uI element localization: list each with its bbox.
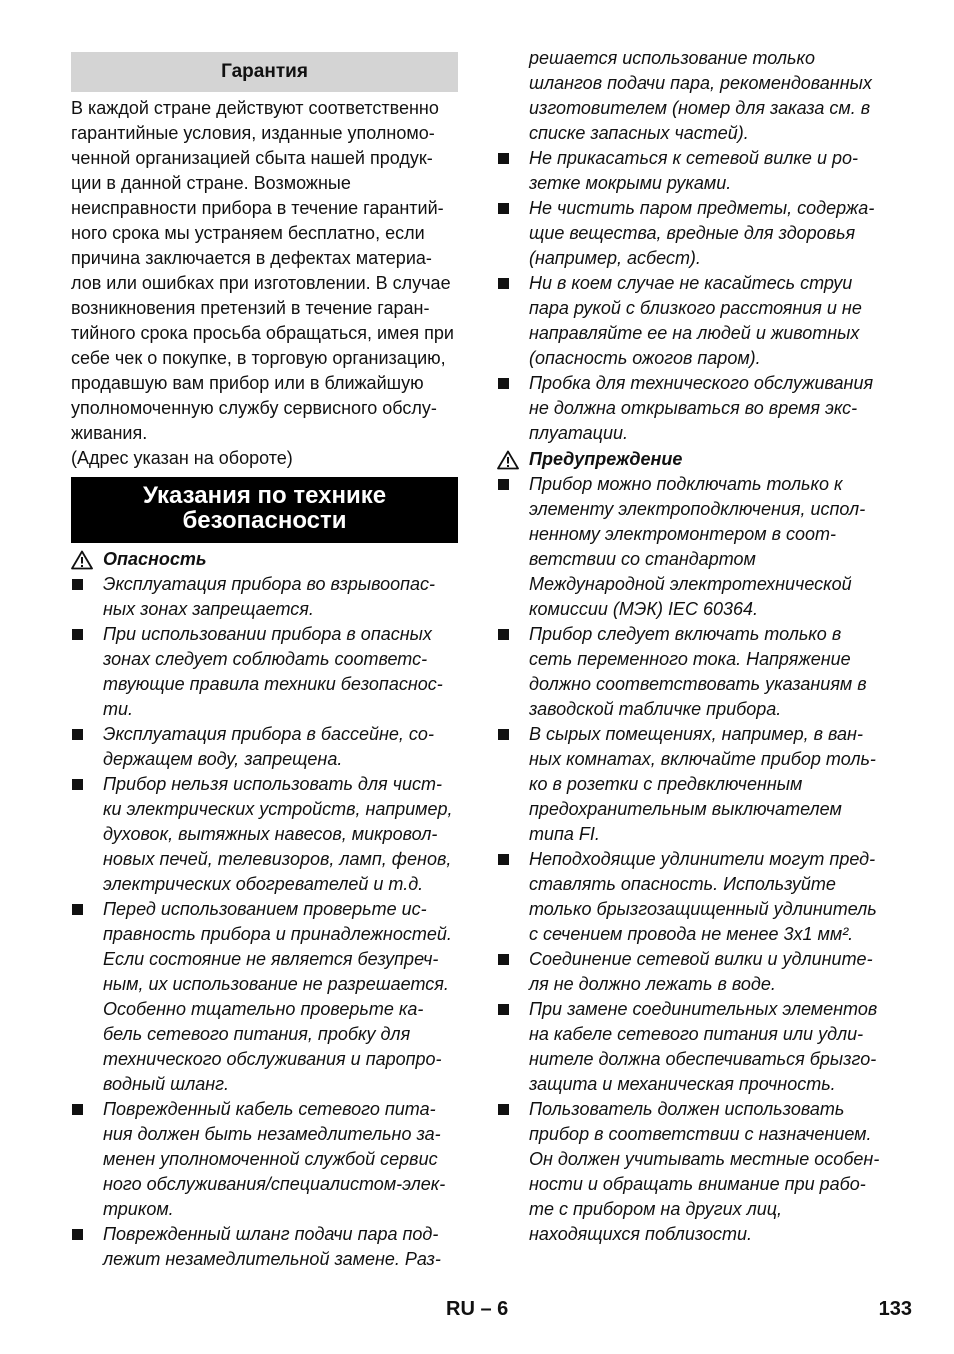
left-column xyxy=(71,52,458,1272)
bullet-square-icon xyxy=(498,954,509,965)
text-line: ных зонах запрещается. xyxy=(103,599,314,619)
safety-heading xyxy=(71,477,458,543)
text-line: уполномоченную службу сервисного обслу- xyxy=(71,398,437,418)
text-line: пара рукой с близкого расстояния и не xyxy=(529,298,862,318)
text-line: предохранительным выключателем xyxy=(529,799,842,819)
text-line: Ни в коем случае не касайтесь струи xyxy=(529,273,853,293)
bullet-square-icon xyxy=(498,1104,509,1115)
text-line: ветствии со стандартом xyxy=(529,549,756,569)
text-line: Эксплуатация прибора в бассейне, со- xyxy=(103,724,434,744)
text-line: ченной организацией сбыта нашей продук- xyxy=(71,148,433,168)
bullet-square-icon xyxy=(498,729,509,740)
text-line: духовок, вытяжных навесов, микровол- xyxy=(103,824,438,844)
text-line: В сырых помещениях, например, в ван- xyxy=(529,724,863,744)
text-line: направляйте ее на людей и животных xyxy=(529,323,860,343)
text-line: прибор в соответствии с назначением. xyxy=(529,1124,872,1144)
text-line: В каждой стране действуют соответственно xyxy=(71,98,439,118)
bullet-square-icon xyxy=(72,1229,83,1240)
text-line: технического обслуживания и паропро- xyxy=(103,1049,442,1069)
text-line: должно соответствовать указаниям в xyxy=(529,674,867,694)
safety-heading-line1: Указания по технике xyxy=(142,482,387,509)
text-line: неисправности прибора в течение гарантий- xyxy=(71,198,444,218)
bullet-square-icon xyxy=(498,378,509,389)
text-line: возникновения претензий в течение гаран- xyxy=(71,298,430,318)
warning-label: Предупреждение xyxy=(529,449,683,469)
text-line: Пользователь должен использовать xyxy=(529,1099,845,1119)
text-line: только брызгозащищенный удлинитель xyxy=(529,899,877,919)
text-line: Прибор следует включать только в xyxy=(529,624,842,644)
text-line: списке запасных частей). xyxy=(529,123,749,143)
list-item xyxy=(497,146,897,196)
text-line: Эксплуатация прибора во взрывоопас- xyxy=(103,574,436,594)
text-line: ных комнатах, включайте прибор толь- xyxy=(529,749,876,769)
text-line: тийного срока просьба обращаться, имея при xyxy=(71,323,454,343)
list-item xyxy=(497,622,897,722)
list-item xyxy=(71,897,458,1097)
bullet-square-icon xyxy=(498,1004,509,1015)
text-line: Если состояние не является безупреч- xyxy=(103,949,439,969)
text-line: При использовании прибора в опасных xyxy=(103,624,432,644)
warning-triangle-icon xyxy=(497,450,519,470)
danger-heading xyxy=(71,547,458,572)
text-line: правность прибора и принадлежностей. xyxy=(103,924,452,944)
text-line: Соединение сетевой вилки и удлините- xyxy=(529,949,873,969)
text-line: себе чек о покупке, в торговую организацию, xyxy=(71,348,446,368)
text-line: шлангов подачи пара, рекомендованных xyxy=(529,73,872,93)
text-line: Пробка для технического обслуживания xyxy=(529,373,874,393)
text-line: ти. xyxy=(103,699,134,719)
text-line: При замене соединительных элементов xyxy=(529,999,878,1019)
text-line: с сечением провода не менее 3х1 мм². xyxy=(529,924,854,944)
text-line: продавшую вам прибор или в ближайшую xyxy=(71,373,424,393)
warning-triangle-icon xyxy=(71,550,93,570)
danger-list xyxy=(71,572,458,1272)
list-item xyxy=(497,196,897,271)
text-line: гарантийные условия, изданные уполномо- xyxy=(71,123,435,143)
warning-list xyxy=(497,472,897,1247)
text-line: причина заключается в дефектах материа- xyxy=(71,248,432,268)
guarantee-text xyxy=(71,96,458,446)
text-line: ния должен быть незамедлительно за- xyxy=(103,1124,441,1144)
bullet-square-icon xyxy=(498,278,509,289)
text-line: Поврежденный шланг подачи пара под- xyxy=(103,1224,439,1244)
text-line: электрических обогревателей и т.д. xyxy=(103,874,424,894)
text-line: Он должен учитывать местные особен- xyxy=(529,1149,880,1169)
list-item xyxy=(71,1097,458,1222)
list-item xyxy=(71,722,458,772)
bullet-square-icon xyxy=(72,1104,83,1115)
text-line: держащем воду, запрещена. xyxy=(103,749,343,769)
list-item xyxy=(497,847,897,947)
text-line: зонах следует соблюдать соответс- xyxy=(103,649,428,669)
list-item xyxy=(497,472,897,622)
text-line: триком. xyxy=(103,1199,174,1219)
text-line: (опасность ожогов паром). xyxy=(529,348,761,368)
list-item xyxy=(71,572,458,622)
text-line: Неподходящие удлинители могут пред- xyxy=(529,849,876,869)
text-line: (например, асбест). xyxy=(529,248,701,268)
safety-heading-line2: безопасности xyxy=(182,507,347,534)
warning-heading xyxy=(497,447,897,472)
bullet-square-icon xyxy=(72,729,83,740)
bullet-square-icon xyxy=(72,629,83,640)
danger-list-right xyxy=(497,146,897,446)
text-line: Прибор нельзя использовать для чист- xyxy=(103,774,442,794)
danger-label: Опасность xyxy=(103,549,207,569)
list-item xyxy=(497,997,897,1097)
text-line: ции в данной стране. Возможные xyxy=(71,173,351,193)
text-line: ко в розетки с предвключенным xyxy=(529,774,803,794)
text-line: элементу электроподключения, испол- xyxy=(529,499,866,519)
section-page-label: RU – 6 xyxy=(446,1298,509,1320)
text-line: Перед использованием проверьте ис- xyxy=(103,899,427,919)
bullet-square-icon xyxy=(72,779,83,790)
bullet-square-icon xyxy=(72,579,83,590)
text-line: лов или ошибках при изготовлении. В случае xyxy=(71,273,451,293)
text-line: не должна открываться во время экс- xyxy=(529,398,858,418)
text-line: ного срока мы устраняем бесплатно, если xyxy=(71,223,425,243)
text-line: Международной электротехнической xyxy=(529,574,852,594)
text-line: менен уполномоченной службой сервис xyxy=(103,1149,438,1169)
address-note: (Адрес указан на обороте) xyxy=(71,448,293,468)
text-line: ля не должно лежать в воде. xyxy=(529,974,776,994)
text-line: щие вещества, вредные для здоровья xyxy=(529,223,856,243)
bullet-square-icon xyxy=(498,854,509,865)
page-number: 133 xyxy=(878,1298,912,1320)
guarantee-heading: Гарантия xyxy=(71,52,458,92)
text-line: заводской табличке прибора. xyxy=(529,699,782,719)
text-line: те с прибором на других лиц, xyxy=(529,1199,783,1219)
list-item xyxy=(497,947,897,997)
text-line: бель сетевого питания, пробку для xyxy=(103,1024,411,1044)
text-line: новых печей, телевизоров, ламп, фенов, xyxy=(103,849,452,869)
text-line: ного обслуживания/специалистом-элек- xyxy=(103,1174,446,1194)
list-item xyxy=(497,271,897,371)
text-line: водный шланг. xyxy=(103,1074,230,1094)
text-line: Особенно тщательно проверьте ка- xyxy=(103,999,424,1019)
text-line: сеть переменного тока. Напряжение xyxy=(529,649,851,669)
text-line: лежит незамедлительной замене. Раз- xyxy=(103,1249,441,1269)
text-line: твующие правила техники безопаснос- xyxy=(103,674,443,694)
text-line: Не чистить паром предметы, содержа- xyxy=(529,198,875,218)
list-item xyxy=(497,371,897,446)
text-line: ным, их использование не разрешается. xyxy=(103,974,449,994)
text-line: ности и обращать внимание при рабо- xyxy=(529,1174,866,1194)
text-line: находящихся поблизости. xyxy=(529,1224,753,1244)
text-line: плуатации. xyxy=(529,423,628,443)
bullet-square-icon xyxy=(498,153,509,164)
bullet-square-icon xyxy=(498,629,509,640)
text-line: типа FI. xyxy=(529,824,600,844)
text-line: ненному электромонтером в соот- xyxy=(529,524,837,544)
text-line: на кабеле сетевого питания или удли- xyxy=(529,1024,864,1044)
bullet-square-icon xyxy=(498,479,509,490)
bullet-square-icon xyxy=(498,203,509,214)
text-line: нителе должна обеспечиваться брызго- xyxy=(529,1049,877,1069)
text-line: зетке мокрыми руками. xyxy=(529,173,732,193)
list-item xyxy=(497,1097,897,1247)
text-line: Поврежденный кабель сетевого пита- xyxy=(103,1099,436,1119)
text-line: Не прикасаться к сетевой вилке и ро- xyxy=(529,148,858,168)
list-item xyxy=(71,1222,458,1272)
text-line: изготовителем (номер для заказа см. в xyxy=(529,98,871,118)
text-line: ставлять опасность. Используйте xyxy=(529,874,836,894)
list-item xyxy=(71,622,458,722)
right-column xyxy=(497,46,897,1247)
bullet-square-icon xyxy=(72,904,83,915)
text-line: Прибор можно подключать только к xyxy=(529,474,843,494)
text-line: защита и механическая прочность. xyxy=(529,1074,836,1094)
list-item xyxy=(497,722,897,847)
text-line: ки электрических устройств, например, xyxy=(103,799,453,819)
list-item xyxy=(71,772,458,897)
text-line: комиссии (МЭК) IEC 60364. xyxy=(529,599,759,619)
text-line: живания. xyxy=(71,423,148,443)
danger-continuation xyxy=(497,46,897,146)
text-line: решается использование только xyxy=(529,48,815,68)
